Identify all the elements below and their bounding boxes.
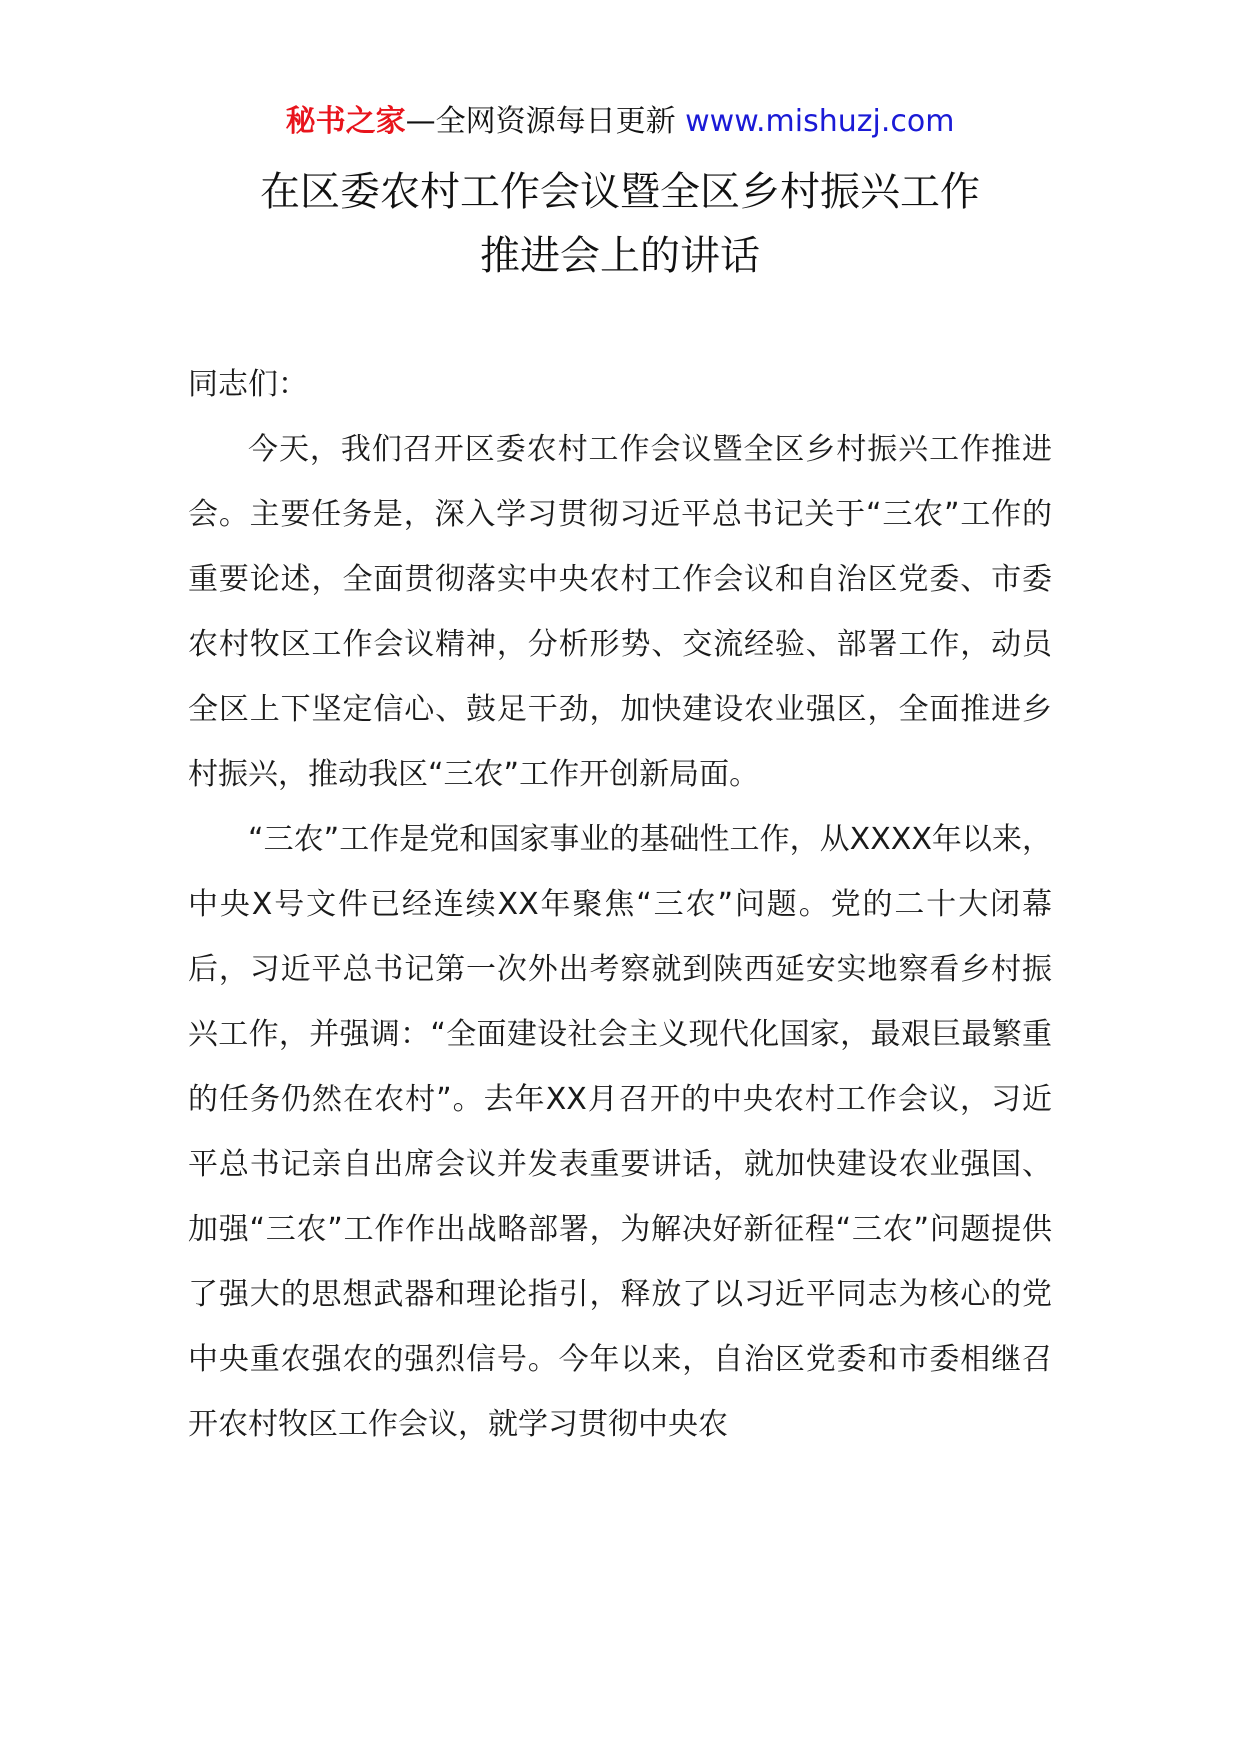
- paragraph-1: 今天，我们召开区委农村工作会议暨全区乡村振兴工作推进会。主要任务是，深入学习贯彻习近平总书记关于“三农”工作的重要论述，全面贯彻落实中央农村工作会议和自治区党委、市委农村牧区工作会议精神，分析形势、交流经验、部署工作，动员全区上下坚定信心、鼓足干劲，加快建设农业强区，全面推进乡村振兴，推动我区“三农”工作开创新局面。: [188, 432, 1052, 792]
- paragraph-2: “三农”工作是党和国家事业的基础性工作，从XXXX年以来，中央X号文件已经连续XX年聚焦“三农”问题。党的二十大闭幕后，习近平总书记第一次外出考察就到陕西延安实地察看乡村振兴工作，并强调：“全面建设社会主义现代化国家，最艰巨最繁重的任务仍然在农村”。去年XX月召开的中央农村工作会议，习近平总书记亲自出席会议并发表重要讲话，就加快建设农业强国、加强“三农”工作作出战略部署，为解决好新征程“三农”问题提供了强大的思想武器和理论指引，释放了以习近平同志为核心的党中央重农强农的强烈信号。今年以来，自治区党委和市委相继召开农村牧区工作会议，就学习贯彻中央农: [188, 822, 1052, 1442]
- title-line-2: 推进会上的讲话: [480, 233, 760, 279]
- site-url-link[interactable]: www.mishuzj.com: [685, 104, 955, 139]
- brand-name: 秘书之家: [285, 104, 406, 139]
- salutation: 同志们：: [188, 367, 308, 402]
- site-header: [0, 100, 1240, 144]
- document-title: [150, 160, 1090, 288]
- title-line-1: 在区委农村工作会议暨全区乡村振兴工作: [260, 169, 980, 215]
- document-body: [188, 352, 1052, 1457]
- header-tagline: —全网资源每日更新: [405, 104, 686, 139]
